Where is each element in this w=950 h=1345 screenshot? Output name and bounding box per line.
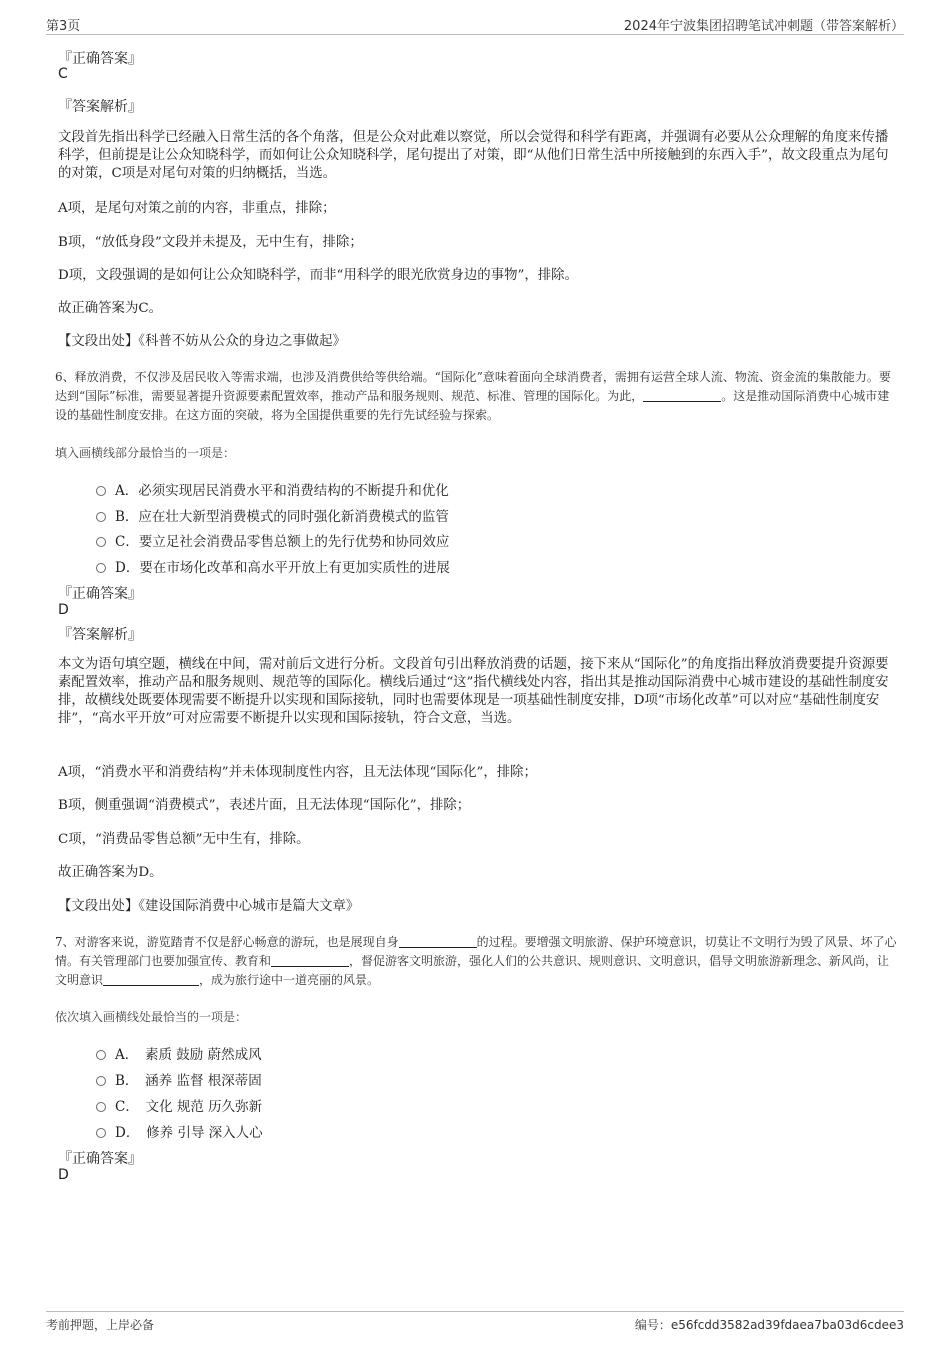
document-title: 2024年宁波集团招聘笔试冲刺题（带答案解析） <box>623 19 904 34</box>
q7-option-d[interactable]: D． 修养 引导 深入人心 <box>96 1121 263 1141</box>
source-citation: 【文段出处】《科普不妨从公众的身边之事做起》 <box>58 334 346 349</box>
answer-label: 『正确答案』 <box>58 51 142 67</box>
fill-blank <box>399 935 477 948</box>
source-citation: 【文段出处】《建设国际消费中心城市是篇大文章》 <box>58 899 360 914</box>
option-b-analysis: B项，“放低身段”文段并未提及，无中生有，排除； <box>58 235 363 250</box>
q6-option-c[interactable]: C．要立足社会消费品零售总额上的先行优势和协同效应 <box>96 530 449 550</box>
q7-option-b[interactable]: B． 涵养 监督 根深蒂固 <box>96 1069 262 1089</box>
radio-icon[interactable] <box>96 512 106 522</box>
q6-option-d[interactable]: D．要在市场化改革和高水平开放上有更加实质性的进展 <box>96 556 450 576</box>
explanation-text: 本文为语句填空题，横线在中间，需对前后文进行分析。文段首句引出释放消费的话题，接下来从“国际化”的角度指出释放消费要提升资源要素配置效率，推动产品和服务规则、规范等的国际化。横线后通过“这”指代横线处内容，指出其是推动国际消费中心城市建设的基础性制度安排，故横线处既要体现需要不断提升以实现和国际接轨，同时也需要体现是一项基础性制度安排，D项“市场化改革”可以对应“基础性制度安排”，“高水平开放”可对应需要不断提升以实现和国际接轨，符合文意，当选。 <box>58 657 889 726</box>
fill-blank <box>643 389 721 402</box>
radio-icon[interactable] <box>96 1050 106 1060</box>
correct-answer: C <box>58 66 68 82</box>
conclusion: 故正确答案为D。 <box>58 865 163 880</box>
radio-icon[interactable] <box>96 486 106 496</box>
radio-icon[interactable] <box>96 1076 106 1086</box>
fill-blank <box>271 954 349 967</box>
document-code: 编号：e56fcdd3582ad39fdaea7ba03d6cdee3 <box>634 1318 904 1332</box>
page-header <box>46 14 904 35</box>
q7-option-c[interactable]: C． 文化 规范 历久弥新 <box>96 1095 262 1115</box>
radio-icon[interactable] <box>96 1128 106 1138</box>
option-a-analysis: A项，“消费水平和消费结构”并未体现制度性内容，且无法体现“国际化”，排除； <box>58 765 537 780</box>
footer-slogan: 考前押题，上岸必备 <box>46 1318 155 1332</box>
explanation-label: 『答案解析』 <box>58 627 142 643</box>
q7-option-a[interactable]: A． 素质 鼓励 蔚然成风 <box>96 1043 262 1063</box>
conclusion: 故正确答案为C。 <box>58 301 162 316</box>
question-6-text: 6、释放消费，不仅涉及居民收入等需求端，也涉及消费供给等供给端。“国际化”意味着面向全球消费者，需拥有运营全球人流、物流、资金流的集散能力。要达到“国际”标准，需要显著提升资源要素配置效率，推动产品和服务规则、规范、标准、管理的国际化。为此， 。这是推动国际消费中心城市建设的基础性制度安排。在这方面的突破，将为全国提供重要的先行先试经验与探索。 <box>55 370 891 422</box>
explanation-text: 文段首先指出科学已经融入日常生活的各个角落，但是公众对此难以察觉，所以会觉得和科学有距离，并强调有必要从公众理解的角度来传播科学，但前提是让公众知晓科学，而如何让公众知晓科学，尾句提出了对策，即“从他们日常生活中所接触到的东西入手”，故文段重点为尾句的对策，C项是对尾句对策的归纳概括，当选。 <box>58 130 889 181</box>
question-6-prompt: 填入画横线部分最恰当的一项是： <box>55 446 236 460</box>
option-b-analysis: B项，侧重强调“消费模式”，表述片面，且无法体现“国际化”，排除； <box>58 798 471 813</box>
page-footer <box>46 1311 904 1334</box>
explanation-label: 『答案解析』 <box>58 99 142 115</box>
answer-label: 『正确答案』 <box>58 586 142 602</box>
radio-icon[interactable] <box>96 1102 106 1112</box>
correct-answer: D <box>58 1167 69 1183</box>
page-number: 第3页 <box>46 19 81 34</box>
q6-option-a[interactable]: A．必须实现居民消费水平和消费结构的不断提升和优化 <box>96 479 449 499</box>
fill-blank <box>103 973 199 986</box>
q6-option-b[interactable]: B．应在壮大新型消费模式的同时强化新消费模式的监管 <box>96 505 449 525</box>
question-7-text: 7、对游客来说，游览踏青不仅是舒心畅意的游玩，也是展现自身 的过程。要增强文明旅游、保护环境意识，切莫让不文明行为毁了风景、坏了心情。有关管理部门也要加强宣传、教育和 ，督促游客文明旅游，强化人们的公共意识、规则意识、文明意识，倡导文明旅游新理念、新风尚，让文明意识 ，成为旅行途中一道亮丽的风景。 <box>55 935 897 987</box>
option-a-analysis: A项，是尾句对策之前的内容，非重点，排除； <box>58 201 336 216</box>
radio-icon[interactable] <box>96 537 106 547</box>
option-d-analysis: D项，文段强调的是如何让公众知晓科学，而非“用科学的眼光欣赏身边的事物”，排除。 <box>58 268 578 283</box>
answer-label: 『正确答案』 <box>58 1151 142 1167</box>
correct-answer: D <box>58 602 69 618</box>
question-7-prompt: 依次填入画横线处最恰当的一项是： <box>55 1010 248 1024</box>
option-c-analysis: C项，“消费品零售总额”无中生有，排除。 <box>58 832 310 847</box>
radio-icon[interactable] <box>96 563 106 573</box>
